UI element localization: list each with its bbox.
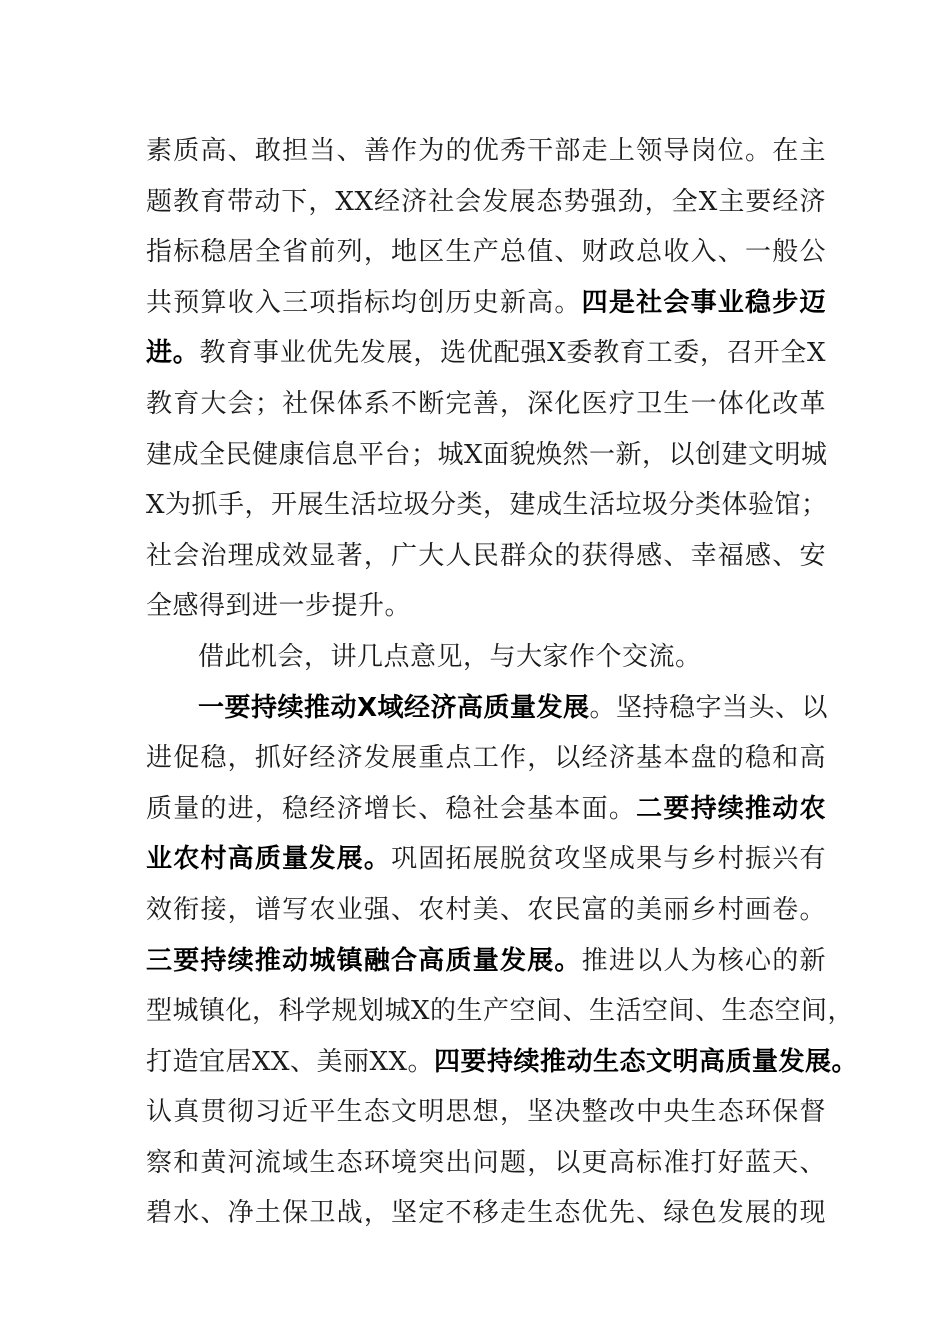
body-text: 察和黄河流域生态环境突出问题，以更高标准打好蓝天、 [146,1147,826,1178]
body-text: 素质高、敢担当、善作为的优秀干部走上领导岗位。在主 [146,136,826,166]
body-text: 指标稳居全省前列，地区生产总值、财政总收入、一般公 [146,237,826,268]
bold-heading-text: 进。 [146,338,200,369]
text-line [146,885,826,936]
text-line [146,227,826,278]
document-body [146,126,859,1239]
body-text: 推进以人为核心的新 [581,945,826,976]
text-line [146,632,826,683]
text-line [146,1037,859,1088]
text-line [146,379,826,430]
text-line [146,328,826,379]
body-text: 借此机会，讲几点意见，与大家作个交流。 [198,641,702,672]
body-text: 教育事业优先发展，选优配强X委教育工委，召开全X [199,338,826,369]
text-line [146,733,826,784]
body-text: 进促稳，抓好经济发展重点工作，以经济基本盘的稳和高 [146,743,826,774]
body-text: 共预算收入三项指标均创历史新高。 [146,287,582,318]
body-text: 质量的进，稳经济增长、稳社会基本面。 [146,793,637,824]
body-text: 认真贯彻习近平生态文明思想，坚决整改中央生态环保督 [146,1097,826,1128]
body-text: 全感得到进一步提升。 [146,591,412,622]
body-text: 巩固拓展脱贫攻坚成果与乡村振兴有 [391,844,826,875]
text-line [146,278,826,329]
body-text: 。坚持稳字当头、以 [589,692,829,723]
body-text: 效衔接，谱写农业强、农村美、农民富的美丽乡村画卷。 [146,894,826,925]
body-text: 建成全民健康信息平台；城X面貌焕然一新，以创建文明城 [146,439,828,470]
bold-heading-text: 一要持续推动X域经济高质量发展 [198,692,590,723]
text-line [146,126,826,177]
text-line [146,683,829,734]
text-line [146,430,826,481]
text-line [146,784,826,835]
text-line [146,581,826,632]
bold-heading-text: 三要持续推动城镇融合高质量发展。 [146,945,582,976]
text-line [146,986,855,1037]
text-line [146,1087,826,1138]
body-text: 型城镇化，科学规划城X的生产空间、生活空间、生态空间， [146,996,855,1027]
body-text: 碧水、净土保卫战，坚定不移走生态优先、绿色发展的现 [146,1198,826,1229]
text-line [146,531,826,582]
body-text: 教育大会；社保体系不断完善，深化医疗卫生一体化改革 [146,388,826,419]
body-text: 题教育带动下，XX经济社会发展态势强劲，全X主要经济 [146,186,826,217]
text-line [146,1188,826,1239]
bold-heading-text: 四要持续推动生态文明高质量发展。 [434,1046,859,1077]
text-line [146,936,826,987]
text-line [146,177,826,228]
body-text: X为抓手，开展生活垃圾分类，建成生活垃圾分类体验馆； [146,490,828,521]
text-line [146,1138,826,1189]
text-line [146,834,826,885]
text-line [146,480,826,531]
bold-heading-text: 业农村高质量发展。 [146,844,392,875]
body-text: 社会治理成效显著，广大人民群众的获得感、幸福感、安 [146,540,826,571]
body-text: 打造宜居XX、美丽XX。 [146,1046,435,1077]
bold-heading-text: 四是社会事业稳步迈 [581,287,826,318]
bold-heading-text: 二要持续推动农 [636,793,826,824]
